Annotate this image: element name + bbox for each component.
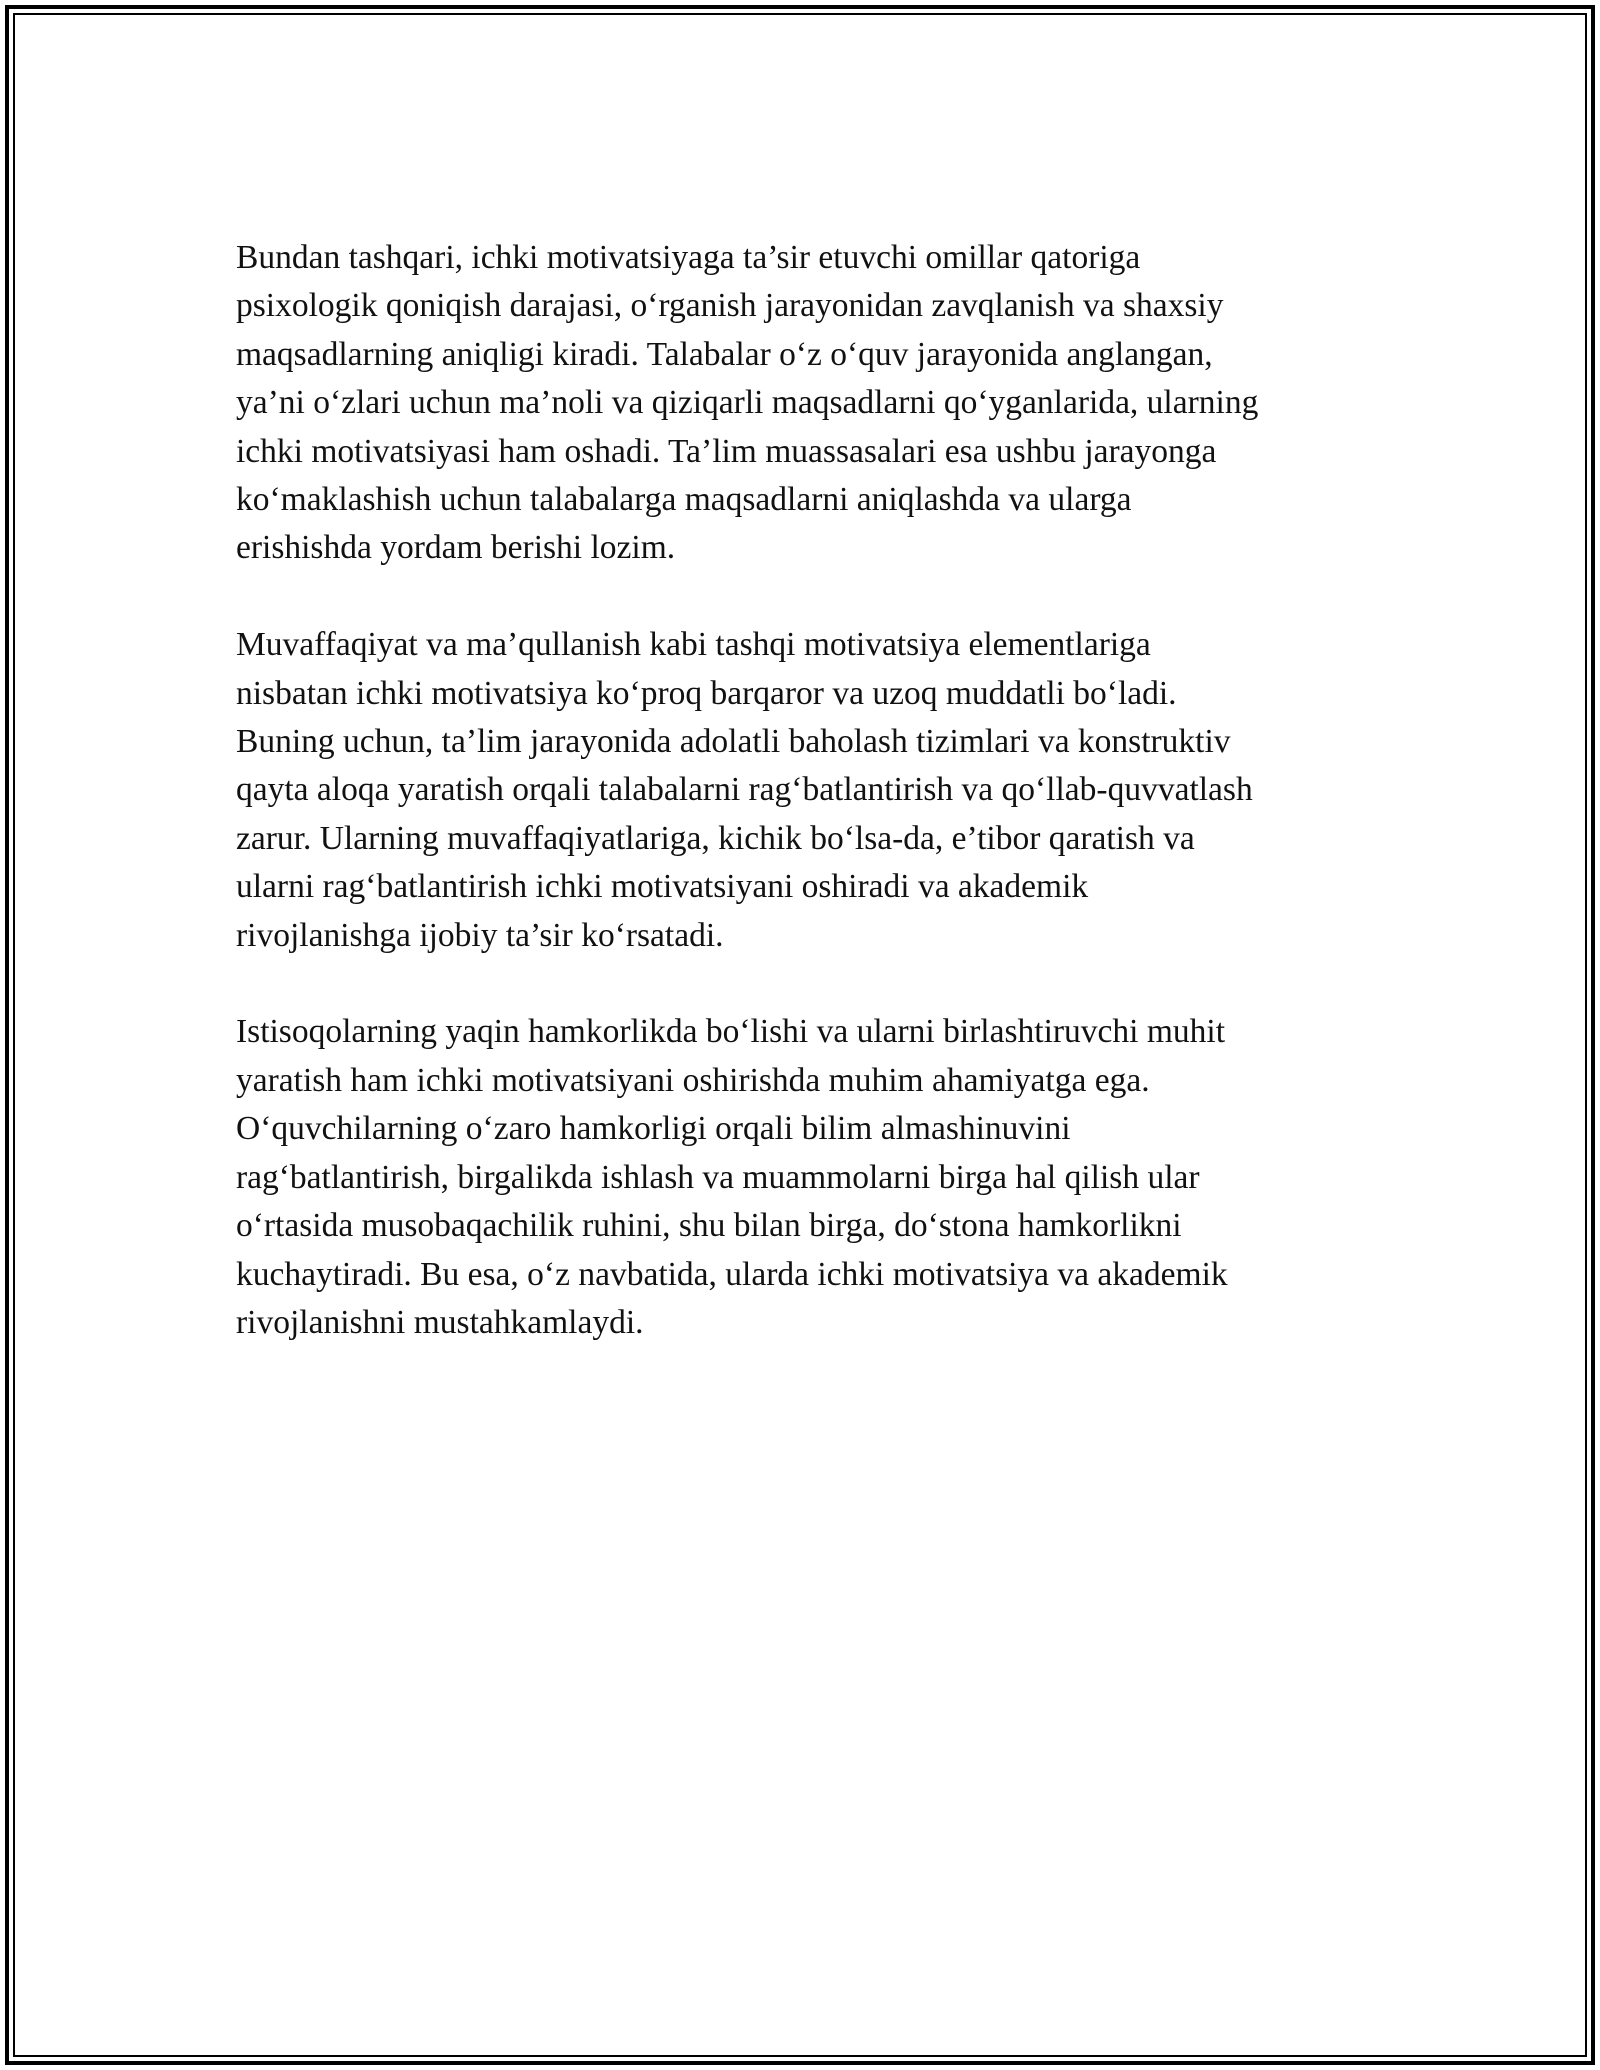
paragraph-2 xyxy=(236,621,1366,960)
text-line: ko‘maklashish uchun talabalarga maqsadlarni aniqlashda va ularga xyxy=(236,481,1132,519)
text-line: zarur. Ularning muvaffaqiyatlariga, kichik bo‘lsa-da, e’tibor qaratish va xyxy=(236,819,1195,857)
text-line: erishishda yordam berishi lozim. xyxy=(236,529,676,567)
text-line: Muvaffaqiyat va ma’qullanish kabi tashqi motivatsiya elementlariga xyxy=(236,626,1151,664)
text-line: nisbatan ichki motivatsiya ko‘proq barqaror va uzoq muddatli bo‘ladi. xyxy=(236,674,1177,712)
text-line: rivojlanishni mustahkamlaydi. xyxy=(236,1303,644,1341)
text-line: psixologik qoniqish darajasi, o‘rganish jarayonidan zavqlanish va shaxsiy xyxy=(236,287,1224,325)
text-line: Istisoqolarning yaqin hamkorlikda bo‘lishi va ularni birlashtiruvchi muhit xyxy=(236,1013,1226,1051)
text-line: ichki motivatsiyasi ham oshadi. Ta’lim muassasalari esa ushbu jarayonga xyxy=(236,432,1217,470)
text-line: ya’ni o‘zlari uchun ma’noli va qiziqarli maqsadlarni qo‘yganlarida, ularning xyxy=(236,384,1259,422)
text-line: rag‘batlantirish, birgalikda ishlash va muammolarni birga hal qilish ular xyxy=(236,1158,1200,1196)
text-line: kuchaytiradi. Bu esa, o‘z navbatida, ularda ichki motivatsiya va akademik xyxy=(236,1255,1228,1293)
text-line: yaratish ham ichki motivatsiyani oshirishda muhim ahamiyatga ega. xyxy=(236,1061,1150,1099)
text-line: O‘quvchilarning o‘zaro hamkorligi orqali bilim almashinuvini xyxy=(236,1110,1071,1148)
text-line: qayta aloqa yaratish orqali talabalarni rag‘batlantirish va qo‘llab-quvvatlash xyxy=(236,771,1253,809)
text-line: maqsadlarning aniqligi kiradi. Talabalar o‘z o‘quv jarayonida anglangan, xyxy=(236,335,1213,373)
text-line: Buning uchun, ta’lim jarayonida adolatli baholash tizimlari va konstruktiv xyxy=(236,723,1231,761)
text-line: Bundan tashqari, ichki motivatsiyaga ta’sir etuvchi omillar qatoriga xyxy=(236,239,1141,276)
document-body xyxy=(236,234,1366,1396)
text-line: o‘rtasida musobaqachilik ruhini, shu bilan birga, do‘stona hamkorlikni xyxy=(236,1207,1182,1245)
paragraph-1 xyxy=(236,234,1366,573)
text-line: rivojlanishga ijobiy ta’sir ko‘rsatadi. xyxy=(236,916,724,954)
paragraph-3 xyxy=(236,1008,1366,1347)
text-line: ularni rag‘batlantirish ichki motivatsiyani oshiradi va akademik xyxy=(236,868,1089,906)
